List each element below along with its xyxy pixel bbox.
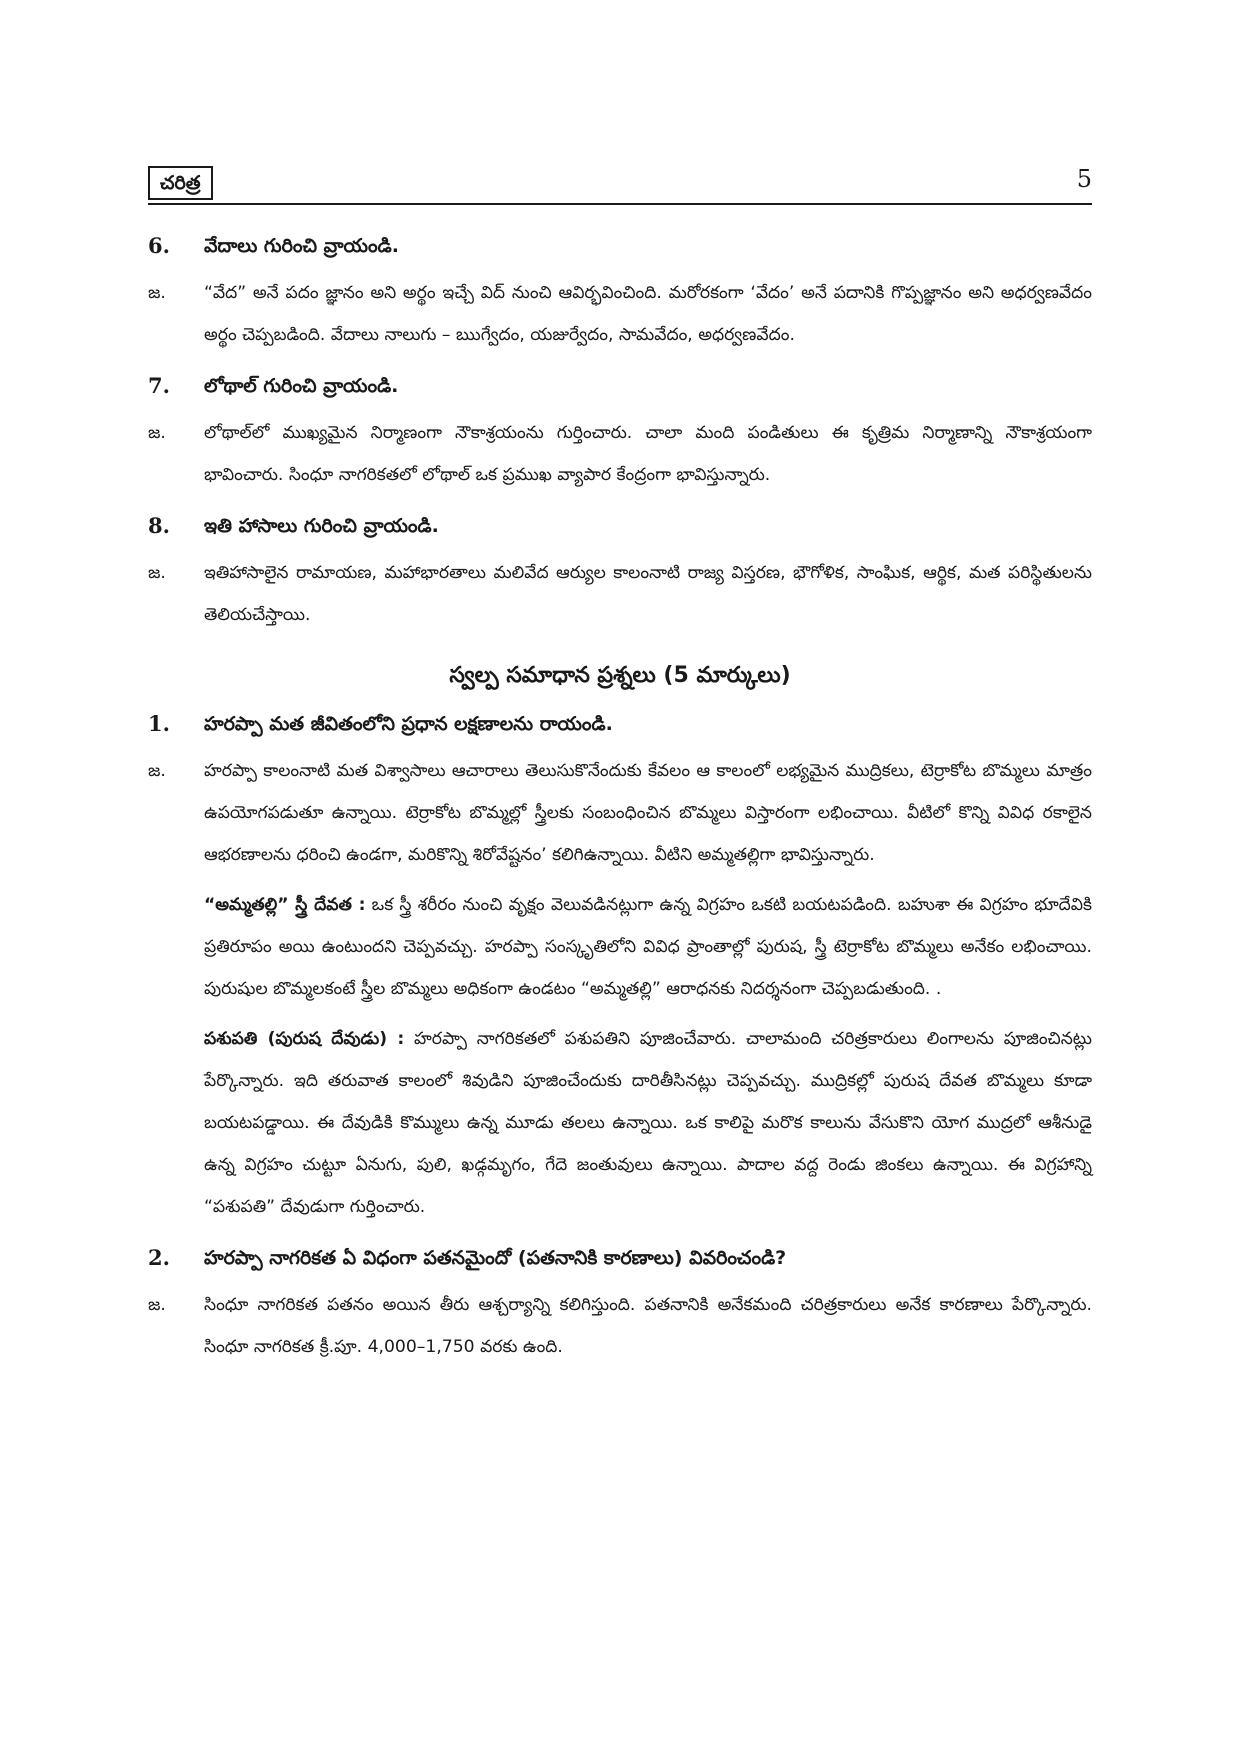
subsection-amma-talli — [204, 884, 1092, 1010]
answer-row — [148, 750, 1092, 876]
header-divider — [148, 203, 1092, 205]
answer-text: లోథాల్‌లో ముఖ్యమైన నిర్మాణంగా నౌకాశ్రయంను గుర్తించారు. చాలా మంది పండితులు ఈ కృత్రిమ నిర్మాణాన్ని నౌకాశ్రయంగా భావించారు. సింధూ నాగరికతలో లోథాల్ ఒక ప్రముఖ వ్యాపార కేంద్రంగా భావిస్తున్నారు. — [204, 423, 1092, 485]
answer-text: “వేద” అనే పదం జ్ఞానం అని అర్థం ఇచ్చే విద్ నుంచి ఆవిర్భవించింది. మరోరకంగా ‘వేదం’ అనే పదానికి గొప్పజ్ఞానం అని అధర్వణవేదం అర్థం చెప్పబడింది. వేదాలు నాలుగు – ఋగ్వేదం, యజుర్వేదం, సామవేదం, అధర్వణవేదం. — [204, 283, 1092, 345]
subsection-heading: పశుపతి (పురుష దేవుడు) : — [204, 1029, 405, 1049]
page-number: 5 — [1076, 165, 1092, 193]
question-number: 6. — [148, 233, 170, 258]
answer-row — [148, 1284, 1092, 1368]
subsection-pashupati — [204, 1018, 1092, 1228]
question-block-1 — [148, 704, 1092, 1228]
question-row — [148, 366, 1092, 406]
answer-label: జ. — [148, 1295, 166, 1315]
question-row — [148, 226, 1092, 266]
answer-text: హరప్పా కాలంనాటి మత విశ్వాసాలు ఆచారాలు తెలుసుకొనేందుకు కేవలం ఆ కాలంలో లభ్యమైన ముద్రికలు, టెర్రాకోట బొమ్మలు మాత్రం ఉపయోగపడుతూ ఉన్నాయి. టెర్రాకోట బొమ్మల్లో స్త్రీలకు సంబంధించిన బొమ్మలు విస్తారంగా లభించాయి. వీటిలో కొన్ని వివిధ రకాలైన ఆభరణాలను ధరించి ఉండగా, మరికొన్ని శిరోవేష్టనం’ కలిగిఉన్నాయి. వీటిని అమ్మతల్లిగా భావిస్తున్నారు. — [204, 761, 1092, 865]
question-number: 7. — [148, 373, 170, 398]
question-row — [148, 704, 1092, 744]
question-number: 8. — [148, 513, 170, 538]
question-row — [148, 506, 1092, 546]
answer-label: జ. — [148, 761, 166, 781]
answer-row — [148, 552, 1092, 636]
question-text: వేదాలు గురించి వ్రాయండి. — [204, 235, 399, 257]
question-text: హరప్పా నాగరికత ఏ విధంగా పతనమైందో (పతనానికి కారణాలు) వివరించండి? — [204, 1247, 787, 1269]
section-title: స్వల్ప సమాధాన ప్రశ్నలు (5 మార్కులు) — [449, 663, 791, 688]
subsection-heading: “అమ్మతల్లి” స్త్రీ దేవత : — [204, 895, 366, 915]
question-block-7 — [148, 366, 1092, 496]
answer-row — [148, 272, 1092, 356]
subsection-text: ఒక స్త్రీ శరీరం నుంచి వృక్షం వెలువడినట్లుగా ఉన్న విగ్రహం ఒకటి బయటపడింది. బహుశా ఈ విగ్రహం భూదేవికి ప్రతిరూపం అయి ఉంటుందని చెప్పవచ్చు. హరప్పా సంస్కృతిలోని వివిధ ప్రాంతాల్లో పురుష, స్త్రీ టెర్రాకోట బొమ్మలు అనేకం లభించాయి. పురుషుల బొమ్మలకంటే స్త్రీల బొమ్మలు అధికంగా ఉండటం “అమ్మతల్లి” ఆరాధనకు నిదర్శనంగా చెప్పబడుతుంది. . — [204, 895, 1092, 999]
answer-text: సింధూ నాగరికత పతనం అయిన తీరు ఆశ్చర్యాన్ని కలిగిస్తుంది. పతనానికి అనేకమంది చరిత్రకారులు అనేక కారణాలు పేర్కొన్నారు. సింధూ నాగరికత క్రీ.పూ. 4,000–1,750 వరకు ఉంది. — [204, 1295, 1092, 1357]
subject-label: చరిత్ర — [148, 166, 213, 200]
answer-label: జ. — [148, 283, 166, 303]
answer-label: జ. — [148, 563, 166, 583]
question-text: లోథాల్ గురించి వ్రాయండి. — [204, 375, 399, 397]
question-block-8 — [148, 506, 1092, 636]
question-text: ఇతి హాసాలు గురించి వ్రాయండి. — [204, 515, 439, 537]
answer-row — [148, 412, 1092, 496]
subsection-text: హరప్పా నాగరికతలో పశుపతిని పూజించేవారు. చాలామంది చరిత్రకారులు లింగాలను పూజించినట్లు పేర్కొన్నారు. ఇది తరువాత కాలంలో శివుడిని పూజించేందుకు దారితీసినట్లు చెప్పవచ్చు. ముద్రికల్లో పురుష దేవత బొమ్మలు కూడా బయటపడ్డాయి. ఈ దేవుడికి కొమ్ములు ఉన్న మూడు తలలు ఉన్నాయి. ఒక కాలిపై మరొక కాలును వేసుకొని యోగ ముద్రలో ఆశీనుడై ఉన్న విగ్రహం చుట్టూ ఏనుగు, పులి, ఖడ్గమృగం, గేదె జంతువులు ఉన్నాయి. పాదాల వద్ద రెండు జింకలు ఉన్నాయి. ఈ విగ్రహాన్ని “పశుపతి” దేవుడుగా గుర్తించారు. — [204, 1029, 1092, 1217]
question-block-2 — [148, 1238, 1092, 1368]
page-content — [148, 226, 1092, 1368]
answer-label: జ. — [148, 423, 166, 443]
question-row — [148, 1238, 1092, 1278]
question-text: హరప్పా మత జీవితంలోని ప్రధాన లక్షణాలను రాయండి. — [204, 713, 613, 735]
question-number: 2. — [148, 1245, 170, 1270]
question-number: 1. — [148, 711, 170, 736]
answer-text: ఇతిహాసాలైన రామాయణ, మహాభారతాలు మలివేద ఆర్యుల కాలంనాటి రాజ్య విస్తరణ, భౌగోళిక, సాంఘిక, ఆర్థిక, మత పరిస్థితులను తెలియచేస్తాయి. — [204, 563, 1092, 625]
page-header — [148, 164, 1092, 204]
question-block-6 — [148, 226, 1092, 356]
